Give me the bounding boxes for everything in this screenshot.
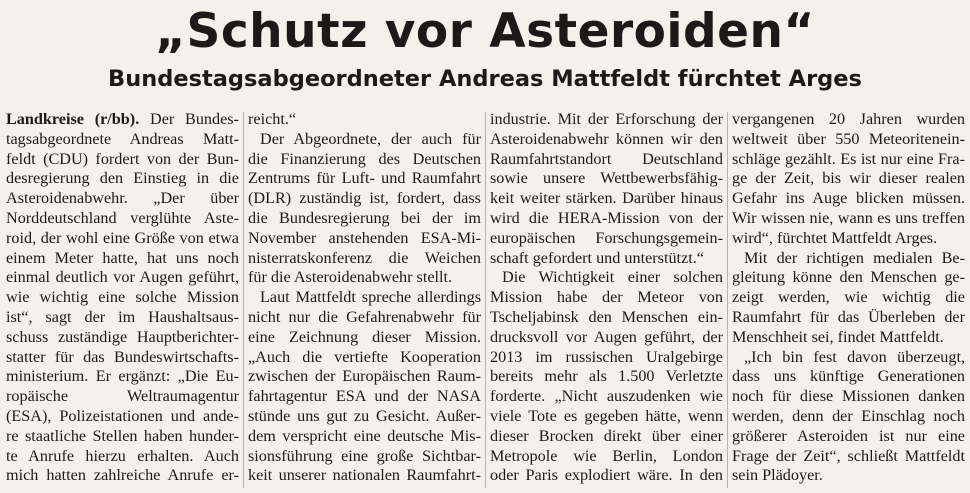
text-line: schuss zuständige Hauptberichter-: [6, 327, 239, 346]
text-line: Mission habe der Meteor von: [490, 288, 723, 307]
text-line: ge der Zeit, bis wir dieser realen: [732, 169, 965, 188]
text-line: statter für das Bundeswirtschafts-: [6, 347, 239, 366]
text-line: nicht nur die Gefahrenabwehr für: [248, 307, 481, 326]
text-line: Norddeutschland verglühte Aste-: [6, 208, 239, 227]
text-line: dieser Brocken direkt über einer: [490, 426, 723, 445]
text-line: einmal deutlich vor Augen geführt,: [6, 268, 239, 287]
text-line: größerer Asteroiden ist nur eine: [732, 426, 965, 445]
text-line: re staatliche Stellen haben hunder-: [6, 426, 239, 445]
text-line: stünde uns gut zu Gesicht. Außer-: [248, 406, 481, 425]
text-line: dem verspricht eine deutsche Mis-: [248, 426, 481, 445]
article-body: [6, 110, 964, 490]
text-line: wie wichtig eine solche Mission: [6, 288, 239, 307]
article-column-2: [248, 110, 481, 490]
text-line: Raumfahrtstandort Deutschland: [490, 149, 723, 168]
text-line: nisterratskonferenz die Weichen: [248, 248, 481, 267]
text-line: Menschheit sei, findet Mattfeldt.: [732, 327, 944, 346]
text-line: gleitung könne den Menschen ge-: [732, 268, 965, 287]
text-line: desregierung den Einstieg in die: [6, 169, 239, 188]
text-line-rest: Der Bundes-: [139, 110, 239, 128]
text-line: roid, der wohl eine Größe von etwa: [6, 228, 239, 247]
text-line: (DLR) zuständig ist, fordert, dass: [248, 189, 481, 208]
text-line: schläge gezählt. Es ist nur eine Fra-: [732, 149, 965, 168]
text-line: werden, denn der Einschlag noch: [732, 406, 965, 425]
article-headline: „Schutz vor Asteroiden“: [155, 4, 815, 59]
text-line: für die Asteroidenabwehr stellt.: [248, 268, 453, 287]
text-line: feldt (CDU) fordert von der Bun-: [6, 149, 239, 168]
column-divider: [485, 112, 486, 488]
text-line: te Anrufe hierzu erhalten. Auch: [6, 446, 239, 465]
text-line: drucksvoll vor Augen geführt, der: [490, 327, 723, 346]
column-divider: [727, 112, 728, 488]
text-line: [6, 110, 239, 130]
text-line: eine Zeichnung dieser Mission.: [248, 327, 481, 346]
article-subheadline: Bundestagsabgeordneter Andreas Mattfeldt fürchtet Arges: [108, 66, 862, 92]
column-divider: [243, 112, 244, 488]
text-line: keit unserer nationalen Raumfahrt-: [248, 466, 481, 485]
text-line: viele Tote es gegeben hätte, wenn: [490, 406, 723, 425]
text-line: noch für diese Missionen danken: [732, 387, 965, 406]
text-line: (ESA), Polizeistationen und ande-: [6, 406, 239, 425]
article-column-3: [490, 110, 723, 490]
text-line: zwischen der Europäischen Raum-: [248, 367, 481, 386]
text-line: ministerium. Er ergänzt: „Die Eu-: [6, 367, 239, 386]
text-line: einem Meter hatte, hat uns noch: [6, 248, 239, 267]
text-line: „Auch die vertiefte Kooperation: [248, 347, 481, 366]
text-line: oder Paris explodiert wäre. In den: [490, 466, 723, 485]
text-line: Frage der Zeit“, schließt Mattfeldt: [732, 446, 965, 465]
text-line: Laut Mattfeldt spreche allerdings: [260, 288, 481, 307]
text-line: Asteroidenabwehr. „Der über: [6, 189, 239, 208]
text-line: mich hatten zahlreiche Anrufe er-: [6, 466, 239, 485]
article-column-4: [732, 110, 965, 490]
text-line: Zentrums für Luft- und Raumfahrt: [248, 169, 481, 188]
text-line: tagsabgeordnete Andreas Matt-: [6, 129, 239, 148]
text-line: wird“, fürchtet Mattfeldt Arges.: [732, 228, 938, 247]
text-line: sionsführung eine große Sichtbar-: [248, 446, 481, 465]
text-line: ist“, sagt der im Haushaltsaus-: [6, 307, 239, 326]
text-line: schaft gefordert und unterstützt.“: [490, 248, 704, 267]
text-line: vergangenen 20 Jahren wurden: [732, 110, 965, 128]
text-line: forderte. „Nicht auszudenken wie: [490, 387, 723, 406]
text-line: dass uns künftige Generationen: [732, 367, 965, 386]
text-line: Der Abgeordnete, der auch für: [260, 129, 481, 148]
text-line: die Finanzierung des Deutschen: [248, 149, 481, 168]
text-line: sowie unsere Wettbewerbsfähig-: [490, 169, 723, 188]
text-line: industrie. Mit der Erforschung der: [490, 110, 723, 128]
text-line: bereits mehr als 1.500 Verletzte: [490, 367, 723, 386]
text-line: „Ich bin fest davon überzeugt,: [744, 347, 965, 366]
text-line: November anstehenden ESA-Mi-: [248, 228, 481, 247]
text-line: sein Plädoyer.: [732, 466, 823, 485]
text-line: Die Wichtigkeit einer solchen: [502, 268, 723, 287]
text-line: europäischen Forschungsgemein-: [490, 228, 723, 247]
text-line: Tscheljabinsk den Menschen ein-: [490, 307, 723, 326]
text-line: Wir wissen nie, wann es uns treffen: [732, 208, 965, 227]
text-line: keit weiter stärken. Darüber hinaus: [490, 189, 723, 208]
text-line: reicht.“: [248, 110, 297, 128]
text-line: 2013 im russischen Uralgebirge: [490, 347, 723, 366]
text-line: Mit der richtigen medialen Be-: [744, 248, 965, 267]
text-line: ropäische Weltraumagentur: [6, 387, 239, 406]
text-line: wird die HERA-Mission von der: [490, 208, 723, 227]
article-column-1: [6, 110, 239, 490]
text-line: Metropole wie Berlin, London: [490, 446, 723, 465]
text-line: fahrtagentur ESA und der NASA: [248, 387, 481, 406]
text-line: Gefahr ins Auge blicken müssen.: [732, 189, 965, 208]
text-line: weltweit über 550 Meteoritenein-: [732, 129, 965, 148]
text-line: zeigt werden, wie wichtig die: [732, 288, 965, 307]
text-line: die Bundesregierung bei der im: [248, 208, 481, 227]
dateline: Landkreise (r/bb).: [6, 110, 140, 128]
text-line: Raumfahrt für das Überleben der: [732, 307, 965, 326]
text-line: Asteroidenabwehr können wir den: [490, 129, 723, 148]
